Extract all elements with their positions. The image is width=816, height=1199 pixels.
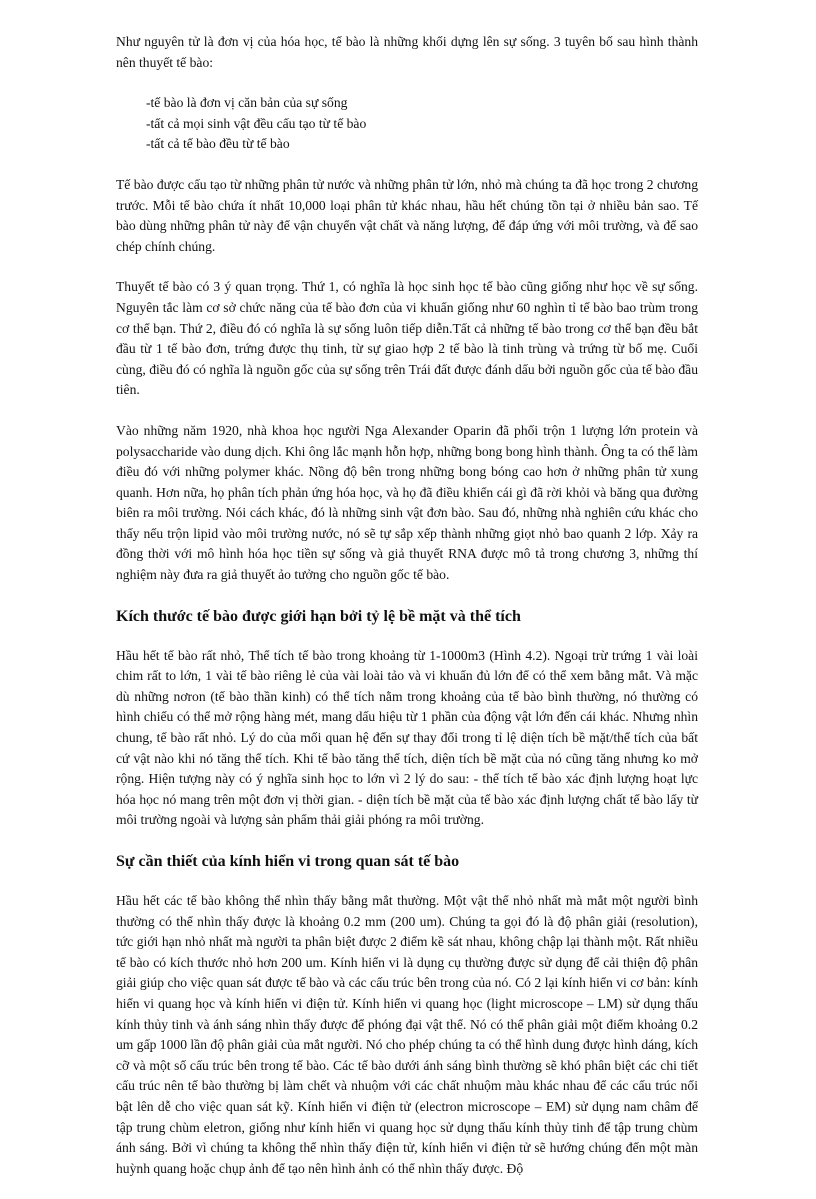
- paragraph-cell-size: Hầu hết tế bào rất nhỏ, Thể tích tế bào trong khoảng từ 1-1000m3 (Hình 4.2). Ngoại trừ trứng 1 vài loài chim rất to lớn, 1 vài tế bào riêng lẻ của vài loài tảo và vi khuẩn đủ lớn để có thể xem bằng mắt. Và mặc dù những nơron (tế bào thần kinh) có thể tích nằm trong khoảng của tế bào bình thường, nó thường có hình chiếu có thể mở rộng hàng mét, mang dấu hiệu từ 1 phần của động vật lớn đến cái khác. Nhưng nhìn chung, tế bào rất nhỏ. Lý do của mối quan hệ đến sự thay đổi trong tỉ lệ diện tích bề mặt/thể tích của bất cứ vật nào khi nó tăng thể tích. Khi tế bào tăng thể tích, diện tích bề mặt của nó cũng tăng nhưng ko mở rộng. Hiện tượng này có ý nghĩa sinh học to lớn vì 2 lý do sau: - thể tích tế bào xác định lượng hoạt lực hóa học nó mang trên một đơn vị thời gian. - diện tích bề mặt của tế bào xác định lượng chất tế bào lấy từ môi trường ngoài và lượng sản phẩm thải giải phóng ra môi trường.: [116, 647, 698, 828]
- paragraph-cell-composition: Tế bào được cấu tạo từ những phân tử nước và những phân tử lớn, nhỏ mà chúng ta đã học trong 2 chương trước. Mỗi tế bào chứa ít nhất 10,000 loại phân tử khác nhau, hầu hết chúng tồn tại ở nhiều bản sao. Tế bào dùng những phân tử này để vận chuyển vật chất và năng lượng, để đáp ứng với môi trường, và để sao chép chính chúng.: [116, 176, 698, 254]
- list-item: -tế bào là đơn vị căn bản của sự sống: [146, 95, 348, 111]
- paragraph-cell-theory-ideas: Thuyết tế bào có 3 ý quan trọng. Thứ 1, có nghĩa là học sinh học tế bào cũng giống như học về sự sống. Nguyên tắc làm cơ sở chức năng của tế bào đơn của vi khuẩn giống như 60 nghìn tỉ tế bào bao trùm trong cơ thể bạn. Thứ 2, điều đó có nghĩa là sự sống luôn tiếp diễn.Tất cả những tế bào trong cơ thể bạn đều bắt đầu từ 1 tế bào đơn, trứng được thụ tinh, từ sự giao hợp 2 tế bào là tinh trùng và trứng từ bố mẹ. Cuối cùng, điều đó có nghĩa là nguồn gốc của sự sống trên Trái đất được đánh dấu bởi nguồn gốc của tế bào đầu tiên.: [116, 279, 698, 398]
- intro-paragraph: Như nguyên tử là đơn vị của hóa học, tế bào là những khối dựng lên sự sống. 3 tuyên bố sau hình thành nên thuyết tế bào:: [116, 34, 698, 70]
- cell-theory-list: [116, 93, 698, 155]
- section-heading-microscope: Sự cần thiết của kính hiển vi trong quan sát tế bào: [116, 853, 460, 870]
- section-heading-cell-size: Kích thước tế bào được giới hạn bởi tỷ lệ bề mặt và thể tích: [116, 607, 521, 625]
- paragraph-microscope: Hầu hết các tế bào không thể nhìn thấy bằng mắt thường. Một vật thể nhỏ nhất mà mắt một người bình thường có thể nhìn thấy được là khoảng 0.2 mm (200 um). Chúng ta gọi đó là độ phân giải (resolution), tức giới hạn nhỏ nhất mà người ta phân biệt được 2 điểm kề sát nhau, không chập lại thành một. Rất nhiều tế bào có kích thước nhỏ hơn 200 um. Kính hiển vi là dụng cụ thường được sử dụng để cải thiện độ phân giải giúp cho việc quan sát được tế bào và các cấu trúc bên trong của nó. Có 2 lại kính hiển vi cơ bản: kính hiển vi quang học và kính hiển vi điện tử. Kính hiển vi quang học (light microscope – LM) sử dụng thấu kính thủy tinh và ánh sáng nhìn thấy được để phóng đại vật thể. Nó có thể phân giải một điểm khoảng 0.2 um gấp 1000 lần độ phân giải của mắt người. Nó cho phép chúng ta có thể hình dung được hình dáng, kích cỡ và một số cấu trúc bên trong tế bào. Các tế bào dưới ánh sáng bình thường sẽ khó phân biệt các chi tiết cấu trúc nên tế bào thường bị làm chết và nhuộm với các chất nhuộm màu khác nhau để các cấu trúc nổi bật lên dễ cho việc quan sát kỹ. Kính hiển vi điện tử (electron microscope – EM) sử dụng nam châm để tập trung chùm eletron, giống như kính hiển vi quang học sử dụng thấu kính thủy tinh để tập trung chùm ánh sáng. Bởi vì chúng ta không thể nhìn thấy điện tử, kính hiển vi điện tử sẽ hướng chúng đến một màn huỳnh quang hoặc chụp ảnh để tạo nên hình ảnh có thể nhìn thấy được. Độ: [116, 893, 698, 1176]
- list-item: -tất cả tế bào đều từ tế bào: [146, 136, 290, 152]
- document-page: [116, 32, 698, 1199]
- list-item: -tất cả mọi sinh vật đều cấu tạo từ tế bào: [146, 115, 367, 131]
- paragraph-oparin: Vào những năm 1920, nhà khoa học người Nga Alexander Oparin đã phối trộn 1 lượng lớn protein và polysaccharide vào dung dịch. Khi ông lắc mạnh hỗn hợp, những bong bong hình thành. Ông ta có thể làm điều đó với những polymer khác. Nồng độ bên trong những bong bóng cao hơn ở những phân tử xung quanh. Hơn nữa, họ phân tích phản ứng hóa học, và họ đã điều khiển cái gì đã rời khỏi và băng qua đường biên ra môi trường. Nói cách khác, đó là những sinh vật đơn bào. Sau đó, những nhà nghiên cứu khác cho thấy nếu trộn lipid vào môi trường nước, nó sẽ tự sắp xếp thành những giọt nhỏ bao quanh 2 lớp. Xảy ra đồng thời với mô hình hóa học tiền sự sống và giả thuyết RNA được mô tả trong chương 3, những thí nghiệm này đưa ra giả thuyết ảo tưởng cho nguồn gốc tế bào.: [116, 422, 698, 583]
